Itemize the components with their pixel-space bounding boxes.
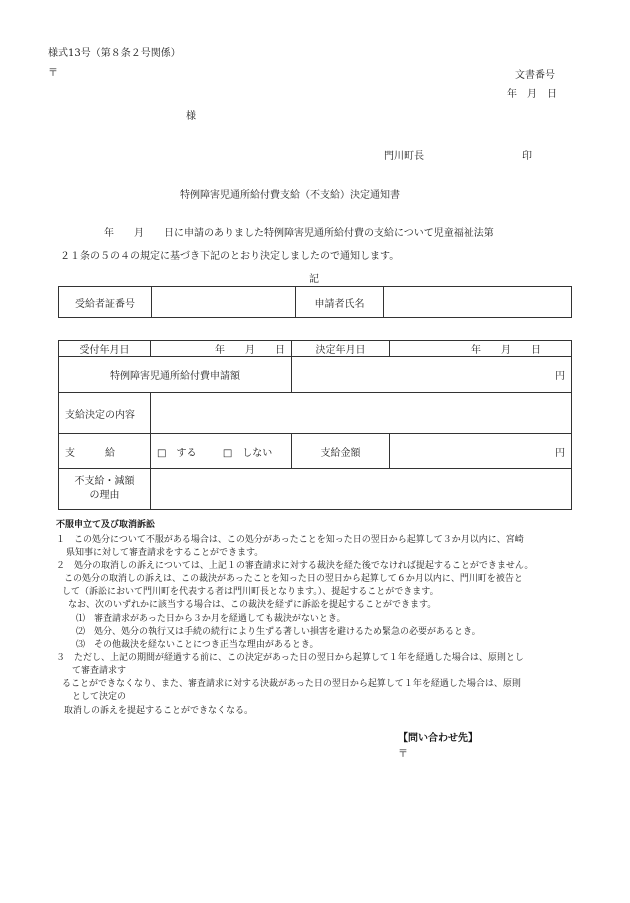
notes-line: １ この処分について不服がある場合は、この処分があったことを知った日の翌日から起算して３か月以内に、宮崎 (56, 535, 524, 545)
addressee-suffix: 様 (186, 111, 196, 122)
decision-table (58, 340, 572, 510)
payment-amount-field[interactable]: 円 (390, 434, 572, 469)
form-number: 様式13号（第８条２号関係） (48, 48, 181, 59)
notes-line: ⑵ 処分、処分の執行又は手続の続行により生ずる著しい損害を避けるため緊急の必要があるとき。 (76, 627, 481, 637)
notes-line: ３ ただし、上記の期間が経過する前に、この決定があった日の翌日から起算して１年を経過した場合は、原則とし (56, 653, 524, 663)
payment-label: 支 給 (59, 434, 151, 469)
receipt-date-field[interactable]: 年 月 日 (151, 341, 292, 357)
document-number-label: 文書番号 (515, 70, 555, 81)
body-line-2: ２１条の５の４の規定に基づき下記のとおり決定しましたので通知します。 (60, 251, 400, 262)
notes-line: して（訴訟において門川町を代表する者は門川町長となります。）、提起することができます。 (62, 587, 439, 597)
notes-line: 県知事に対して審査請求をすることができます。 (66, 548, 264, 558)
issuer-name: 門川町長 (384, 151, 424, 162)
contact-heading: 【問い合わせ先】 (398, 733, 478, 744)
body-line-1: 年 月 日に申請のありました特例障害児通所給付費の支給について児童福祉法第 (104, 228, 494, 239)
payment-no-checkbox[interactable]: □ しない (222, 447, 273, 459)
amount-requested-field[interactable]: 円 (292, 357, 572, 393)
applicant-name-label: 申請者氏名 (296, 287, 384, 318)
payment-options (151, 434, 292, 469)
non-payment-label-line-1: 不支給・減額 (74, 476, 135, 487)
amount-requested-label: 特例障害児通所給付費申請額 (59, 357, 292, 393)
payment-amount-label: 支給金額 (292, 434, 390, 469)
decision-date-field[interactable]: 年 月 日 (390, 341, 572, 357)
notes-heading: 不服申立て及び取消訴訟 (56, 520, 156, 530)
non-payment-label-line-2: の理由 (89, 490, 120, 501)
non-payment-reason-label (59, 469, 151, 510)
notes-line: なお、次のいずれかに該当する場合は、この裁決を経ずに訴訟を提起することができます。 (68, 600, 437, 610)
payment-yes-checkbox[interactable]: □ する (157, 447, 197, 459)
notes-line: ⑶ その他裁決を経ないことにつき正当な理由があるとき。 (76, 640, 319, 650)
recipient-number-field[interactable] (152, 287, 296, 318)
applicant-name-field[interactable] (384, 287, 572, 318)
recipient-number-label: 受給者証番号 (59, 287, 152, 318)
notes-line: ⑴ 審査請求があった日から３か月を経過しても裁決がないとき。 (76, 614, 346, 624)
document-title: 特例障害児通所給付費支給（不支給）決定通知書 (180, 190, 400, 201)
notes-line: ２ 処分の取消しの訴えについては、上記１の審査請求に対する裁決を経た後でなければ提起することができません。 (56, 561, 534, 571)
decision-date-label: 決定年月日 (292, 341, 390, 357)
receipt-date-label: 受付年月日 (59, 341, 151, 357)
notes-line: 取消しの訴えを提起することができなくなる。 (64, 706, 254, 716)
postal-mark: 〒 (48, 68, 58, 79)
recipient-table (58, 286, 572, 318)
notes-line: ることができなくなり、また、審査請求に対する決裁があった日の翌日から起算して１年を経過した場合は、原則 (62, 679, 521, 689)
decision-content-label: 支給決定の内容 (59, 393, 151, 434)
notes-line: として決定の (72, 692, 127, 702)
notes-line: て審査請求す (72, 666, 127, 676)
non-payment-reason-field[interactable] (151, 469, 572, 510)
notes-line: この処分の取消しの訴えは、この裁決があったことを知った日の翌日から起算して６か月以内に、門川町を被告と (64, 574, 523, 584)
decision-content-field[interactable] (151, 393, 572, 434)
ki-marker: 記 (309, 274, 319, 285)
date-line: 年 月 日 (507, 89, 557, 100)
seal-mark: 印 (522, 151, 532, 162)
contact-postal-mark: 〒 (398, 749, 408, 760)
